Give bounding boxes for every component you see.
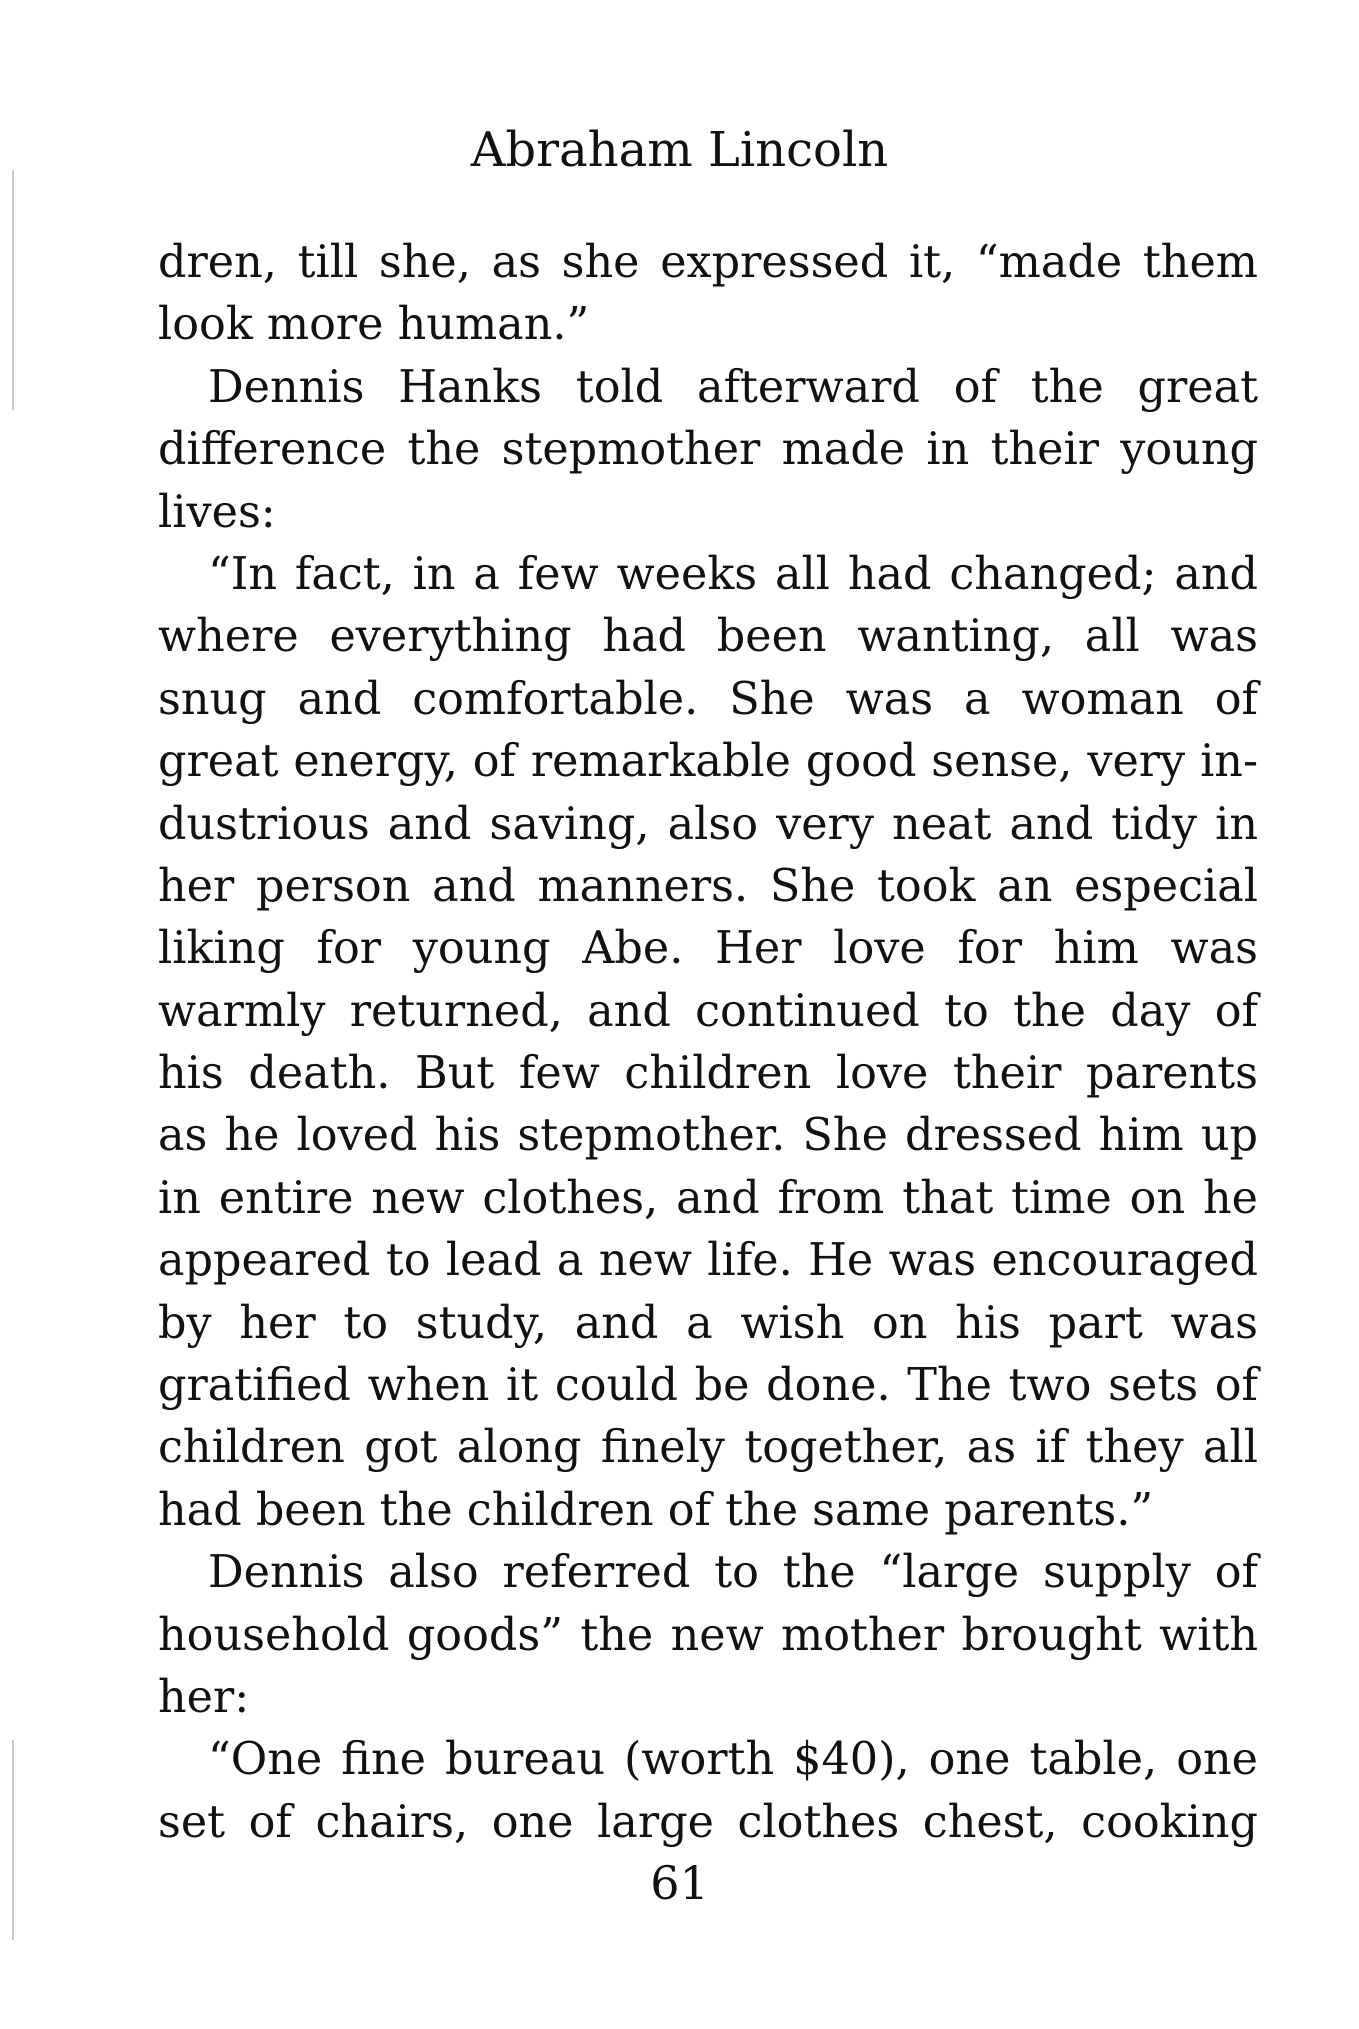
text-line: Dennis Hanks told afterward of the great xyxy=(208,361,1258,413)
text-line: where everything had been wanting, all was xyxy=(158,611,1258,663)
text-line: “One fine bureau (worth $40), one table, one xyxy=(208,1734,1258,1786)
text-line: dren, till she, as she expressed it, “made them xyxy=(158,237,1258,288)
text-line: great energy, of remarkable good sense, very in- xyxy=(158,736,1258,788)
text-line: snug and comfortable. She was a woman of xyxy=(158,673,1258,725)
text-line: warmly returned, and continued to the day of xyxy=(158,985,1258,1037)
text-line: look more human.” xyxy=(158,299,590,351)
text-line: children got along finely together, as if they all xyxy=(158,1422,1258,1474)
text-line: set of chairs, one large clothes chest, cooking xyxy=(158,1796,1258,1848)
text-line: dustrious and saving, also very neat and tidy in xyxy=(158,798,1258,850)
text-line: liking for young Abe. Her love for him was xyxy=(158,923,1258,975)
text-line: her person and manners. She took an especial xyxy=(158,860,1258,912)
text-line: household goods” the new mother brought with xyxy=(158,1609,1258,1661)
running-head: Abraham Lincoln xyxy=(470,122,889,178)
text-line: appeared to lead a new life. He was encouraged xyxy=(158,1235,1258,1287)
text-line: lives: xyxy=(158,486,276,538)
page-number: 61 xyxy=(650,1856,709,1910)
scan-margin-mark xyxy=(12,170,14,410)
text-line: as he loved his stepmother. She dressed him up xyxy=(158,1110,1258,1162)
text-line: his death. But few children love their parents xyxy=(158,1048,1258,1100)
text-line: “In fact, in a few weeks all had changed; and xyxy=(208,548,1258,600)
text-line: had been the children of the same parents.” xyxy=(158,1484,1154,1536)
body-text xyxy=(158,232,1258,1854)
text-line: difference the stepmother made in their young xyxy=(158,424,1258,476)
text-line: by her to study, and a wish on his part was xyxy=(158,1297,1258,1349)
text-line: in entire new clothes, and from that time on he xyxy=(158,1172,1258,1224)
text-line: Dennis also referred to the “large supply of xyxy=(208,1547,1258,1599)
text-line: her: xyxy=(158,1671,250,1723)
text-line: gratified when it could be done. The two sets of xyxy=(158,1360,1258,1412)
